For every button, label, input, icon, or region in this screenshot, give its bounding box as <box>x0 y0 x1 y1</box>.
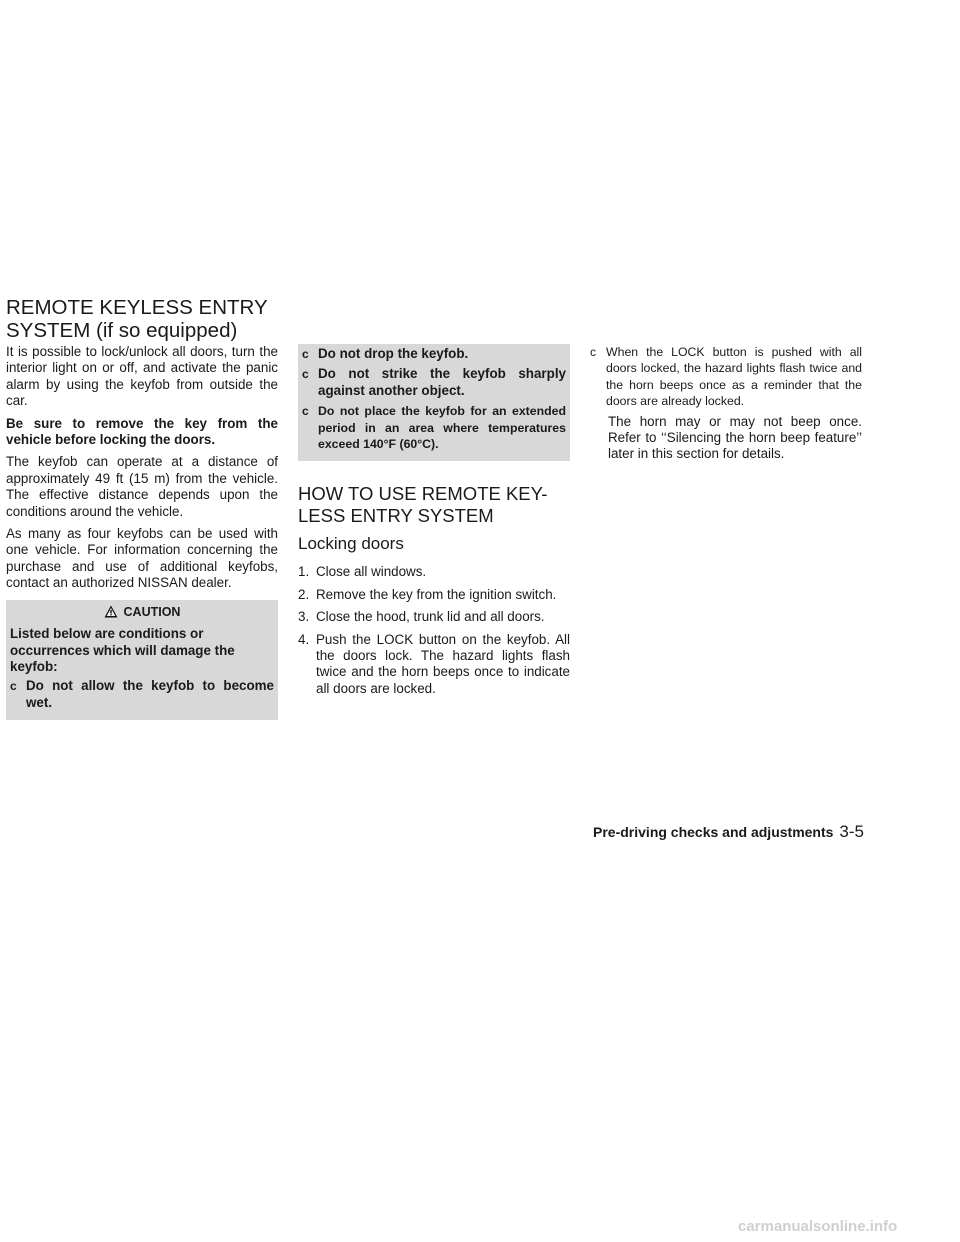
step-number: 2. <box>298 586 310 602</box>
step-number: 3. <box>298 609 310 625</box>
warning-triangle-icon <box>104 605 118 618</box>
page-footer <box>593 824 864 840</box>
range-paragraph: The keyfob can operate at a distance of approximately 49 ft (15 m) from the vehicle. The effective distance depends upon the conditions around the vehicle. <box>6 454 278 519</box>
step-item <box>298 609 570 625</box>
horn-note-paragraph: The horn may or may not beep once. Refer to ‘‘Silencing the horn beep feature’’ later in this section for details. <box>608 413 862 462</box>
reminder-bullet <box>590 344 862 410</box>
bullet-mark: c <box>302 404 309 419</box>
step-item <box>298 632 570 698</box>
caution-box <box>6 600 278 720</box>
bullet-mark: c <box>302 347 309 361</box>
column-3 <box>590 344 862 469</box>
caution-bullet <box>302 346 566 362</box>
step-number: 4. <box>298 631 310 647</box>
caution-bullet <box>10 678 274 711</box>
how-to-heading <box>298 483 570 526</box>
how-to-heading-line1: HOW TO USE REMOTE KEY- <box>298 483 548 505</box>
section-title-line2: SYSTEM (if so equipped) <box>6 319 238 342</box>
bullet-mark: c <box>302 367 309 382</box>
caution-bullet-text: Do not strike the keyfob sharply against another object. <box>318 366 566 398</box>
locking-doors-heading: Locking doors <box>298 534 404 554</box>
watermark: carmanualsonline.info <box>738 1218 898 1235</box>
how-to-heading-line2: LESS ENTRY SYSTEM <box>298 504 494 526</box>
caution-bullet-text: Do not allow the keyfob to become wet. <box>26 678 274 710</box>
page-number: 3-5 <box>839 822 864 841</box>
caution-bullet-text: Do not drop the keyfob. <box>318 346 469 361</box>
step-text: Close the hood, trunk lid and all doors. <box>316 609 545 625</box>
step-item <box>298 587 570 603</box>
bullet-mark: c <box>10 679 17 694</box>
step-number: 1. <box>298 564 310 580</box>
caution-box-continued <box>298 344 570 461</box>
step-item <box>298 564 570 580</box>
caution-intro: Listed below are conditions or occurrences which will damage the keyfob: <box>10 626 235 674</box>
bullet-mark: c <box>590 345 596 359</box>
caution-label: CAUTION <box>123 604 181 619</box>
section-title-line1: REMOTE KEYLESS ENTRY <box>6 296 268 319</box>
column-1 <box>6 344 278 720</box>
reminder-bullet-text: When the LOCK button is pushed with all doors locked, the hazard lights flash twice and the horn beeps once as a reminder that the doors are already locked. <box>606 345 862 409</box>
footer-section-title: Pre-driving checks and adjustments <box>593 824 834 840</box>
step-text: Push the LOCK button on the keyfob. All the doors lock. The hazard lights flash twice and the horn beeps once to indicate all doors are locked. <box>316 631 570 696</box>
step-text: Close all windows. <box>316 564 427 580</box>
caution-bullet-text: Do not place the keyfob for an extended period in an area where temperatures exceed 140°F (60°C). <box>318 404 566 452</box>
caution-bullet <box>302 366 566 399</box>
intro-paragraph: It is possible to lock/unlock all doors, turn the interior light on or off, and activate the panic alarm by using the keyfob from outside the car. <box>6 344 278 409</box>
step-text: Remove the key from the ignition switch. <box>316 586 557 602</box>
section-title <box>6 296 606 342</box>
caution-bullet <box>302 403 566 452</box>
keyfob-count-paragraph: As many as four keyfobs can be used with one vehicle. For information concerning the purchase and use of additional keyfobs, contact an authorized NISSAN dealer. <box>6 526 278 591</box>
caution-header <box>10 604 274 620</box>
key-removal-note: Be sure to remove the key from the vehicle before locking the doors. <box>6 415 278 448</box>
locking-steps-list <box>298 564 570 697</box>
column-2 <box>298 344 570 703</box>
